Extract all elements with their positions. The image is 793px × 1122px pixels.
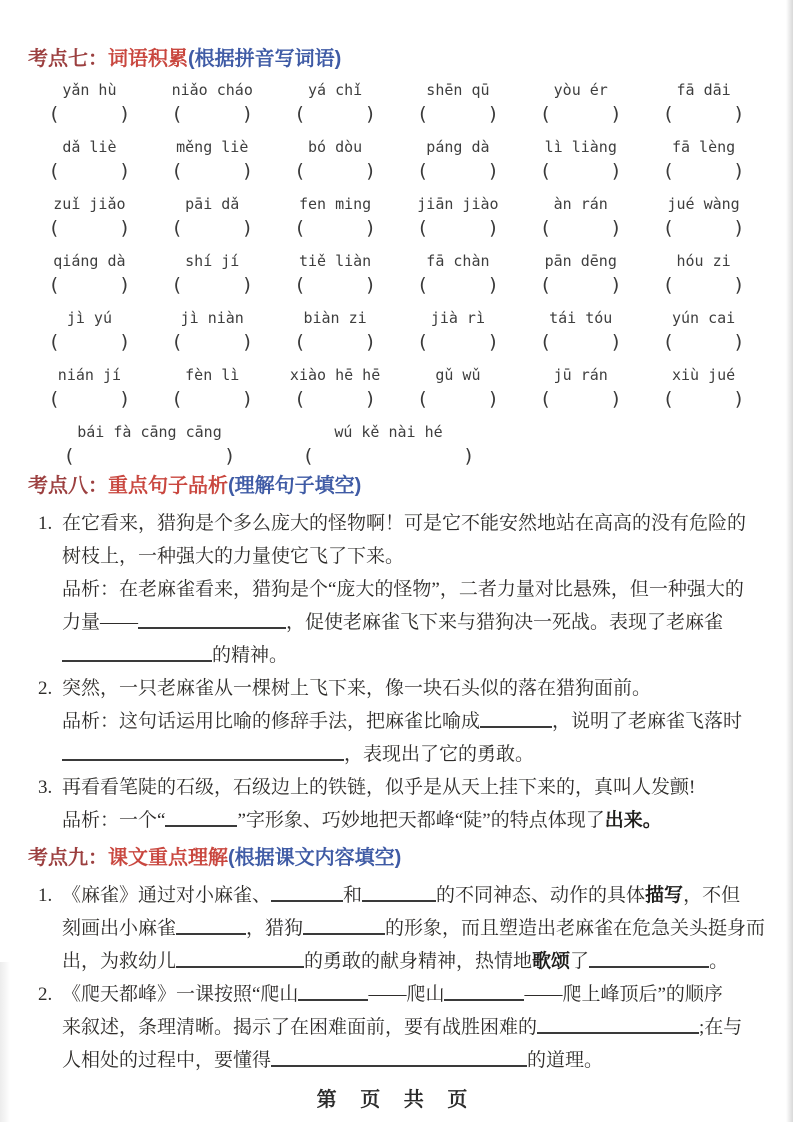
- open-paren: (: [662, 103, 675, 125]
- question-item-8-2: [28, 672, 765, 771]
- open-paren: (: [171, 217, 183, 239]
- pinyin-row-wide: [28, 422, 765, 467]
- answer-blank: [537, 1018, 699, 1034]
- pinyin-item: [397, 194, 520, 239]
- close-paren: ): [733, 331, 745, 353]
- item-number: 1.: [38, 885, 53, 906]
- answer-blank: [138, 613, 286, 629]
- text-segment: 树枝上，一种强大的力量使它飞了下来。: [62, 546, 405, 567]
- pinyin-item: [274, 194, 397, 239]
- pinyin-item: [28, 194, 151, 239]
- open-paren: (: [539, 274, 552, 296]
- answer-brackets: [48, 388, 130, 410]
- close-paren: ): [241, 217, 254, 239]
- section-8-prefix: 考点八：: [28, 475, 108, 497]
- pinyin-text: měng liè: [176, 138, 249, 156]
- pinyin-text: tiě liàn: [298, 252, 372, 270]
- open-paren: (: [294, 217, 306, 239]
- pinyin-item: [151, 251, 274, 296]
- pinyin-text: fen ming: [298, 195, 372, 213]
- analysis-line: [62, 705, 765, 738]
- pinyin-text: tái tóu: [549, 309, 613, 327]
- section-9-subtitle: (根据课文内容填空): [228, 847, 402, 869]
- analysis-line: [62, 639, 765, 672]
- open-paren: (: [539, 331, 552, 353]
- text-segment: 的道理。: [527, 1050, 604, 1071]
- open-paren: (: [294, 388, 306, 410]
- answer-blank: [271, 886, 343, 902]
- pinyin-item: [397, 80, 520, 125]
- pinyin-text: jiān jiào: [417, 195, 499, 213]
- item-number: 1.: [38, 513, 53, 534]
- item-number: 2.: [38, 678, 53, 699]
- pinyin-item: [28, 251, 151, 296]
- close-paren: ): [364, 331, 377, 353]
- close-paren: ): [487, 274, 499, 296]
- text-segment: 。: [709, 951, 729, 972]
- question-item-9-2: [28, 978, 765, 1077]
- text-segment: ，猎狗: [246, 918, 304, 939]
- answer-brackets: [64, 445, 236, 467]
- text-segment: ;在与: [699, 1017, 743, 1038]
- sentence-line: [62, 771, 765, 804]
- analysis-line: [62, 573, 765, 606]
- text-segment: 出来。: [604, 810, 662, 831]
- close-paren: ): [241, 331, 254, 353]
- pinyin-item: [642, 251, 765, 296]
- pinyin-item: [519, 251, 642, 296]
- analysis-line: [62, 738, 765, 771]
- text-segment: ，不但: [683, 885, 741, 906]
- pinyin-text: shēn qū: [426, 81, 490, 99]
- close-paren: ): [487, 160, 499, 182]
- pinyin-item: [397, 251, 520, 296]
- open-paren: (: [48, 217, 60, 239]
- close-paren: ): [733, 274, 745, 296]
- answer-brackets: [171, 274, 253, 296]
- answer-brackets: [171, 103, 253, 125]
- close-paren: ): [118, 331, 131, 353]
- pinyin-text: àn rán: [553, 195, 608, 213]
- text-segment: 突然，一只老麻雀从一棵树上飞下来，像一块石头似的落在猎狗面前。: [62, 678, 652, 699]
- answer-blank: [165, 811, 237, 827]
- pinyin-item: [274, 251, 397, 296]
- close-paren: ): [610, 217, 622, 239]
- answer-blank: [480, 712, 552, 728]
- answer-brackets: [48, 331, 130, 353]
- pinyin-row: [28, 251, 765, 296]
- close-paren: ): [610, 331, 622, 353]
- pinyin-text: gǔ wǔ: [435, 366, 481, 384]
- close-paren: ): [118, 388, 131, 410]
- pinyin-text: niǎo cháo: [171, 81, 253, 99]
- item-number: 3.: [38, 777, 53, 798]
- open-paren: (: [539, 160, 552, 182]
- pinyin-text: shí jí: [185, 252, 240, 270]
- answer-brackets: [540, 274, 622, 296]
- pinyin-item: [28, 80, 151, 125]
- open-paren: (: [294, 103, 306, 125]
- close-paren: ): [241, 388, 254, 410]
- pinyin-text: yún cai: [671, 309, 736, 327]
- open-paren: (: [662, 217, 675, 239]
- answer-brackets: [417, 274, 499, 296]
- open-paren: (: [662, 331, 675, 353]
- pinyin-item: [642, 137, 765, 182]
- pinyin-text: biàn zi: [303, 309, 367, 327]
- answer-brackets: [48, 217, 130, 239]
- pinyin-text: yòu ér: [553, 81, 608, 99]
- sentence-line: [62, 945, 765, 978]
- answer-brackets: [663, 103, 745, 125]
- text-segment: 品析：在老麻雀看来，猎狗是个“庞大的怪物”，二者力量对比悬殊，但一种强大的: [62, 579, 744, 600]
- text-segment: 的不同神态、动作的具体: [436, 885, 646, 906]
- pinyin-item: [642, 80, 765, 125]
- pinyin-text: nián jí: [57, 366, 122, 384]
- text-segment: 再看看笔陡的石级，石级边上的铁链，似乎是从天上挂下来的，真叫人发颤!: [62, 777, 696, 798]
- pinyin-text: fèn lì: [185, 366, 240, 384]
- open-paren: (: [539, 103, 552, 125]
- pinyin-item: [397, 308, 520, 353]
- open-paren: (: [63, 445, 75, 467]
- pinyin-item: [151, 80, 274, 125]
- answer-brackets: [417, 331, 499, 353]
- text-segment: 在它看来，猎狗是个多么庞大的怪物啊！可是它不能安然地站在高高的没有危险的: [62, 513, 747, 534]
- pinyin-row: [28, 365, 765, 410]
- answer-brackets: [48, 103, 130, 125]
- pinyin-item: [519, 194, 642, 239]
- pinyin-text: qiáng dà: [53, 252, 126, 270]
- sentence-line: [62, 672, 765, 705]
- close-paren: ): [487, 217, 499, 239]
- pinyin-item: [642, 308, 765, 353]
- pinyin-row: [28, 194, 765, 239]
- text-segment: ，说明了老麻雀飞落时: [552, 711, 743, 732]
- page-footer: 第 页 共 页: [316, 1089, 477, 1111]
- pinyin-row: [28, 137, 765, 182]
- section-7-header: [28, 46, 765, 72]
- close-paren: ): [118, 217, 131, 239]
- pinyin-text: jì niàn: [180, 309, 244, 327]
- answer-brackets: [540, 388, 622, 410]
- answer-brackets: [540, 217, 622, 239]
- close-paren: ): [364, 388, 377, 410]
- close-paren: ): [610, 388, 622, 410]
- sentence-line: [62, 912, 765, 945]
- section-7-title: 词语积累: [108, 48, 188, 70]
- pinyin-text: fā chàn: [426, 252, 490, 270]
- section-7-subtitle: (根据拼音写词语): [188, 48, 342, 70]
- answer-blank: [176, 919, 246, 935]
- close-paren: ): [463, 445, 475, 467]
- section-8-title: 重点句子品析: [108, 475, 228, 497]
- sentence-line: [62, 1011, 765, 1044]
- answer-brackets: [663, 274, 745, 296]
- section-7-prefix: 考点七：: [28, 48, 108, 70]
- open-paren: (: [171, 274, 183, 296]
- answer-brackets: [663, 160, 745, 182]
- pinyin-item: [274, 365, 397, 410]
- open-paren: (: [662, 160, 675, 182]
- pinyin-item: [52, 422, 247, 467]
- pinyin-text: pāi dǎ: [185, 195, 240, 213]
- answer-blank: [176, 952, 304, 968]
- close-paren: ): [364, 160, 377, 182]
- analysis-line: [62, 804, 765, 837]
- answer-brackets: [540, 331, 622, 353]
- answer-brackets: [663, 217, 745, 239]
- close-paren: ): [733, 160, 745, 182]
- open-paren: (: [48, 274, 60, 296]
- pinyin-text: yǎn hù: [62, 81, 117, 99]
- close-paren: ): [118, 274, 131, 296]
- open-paren: (: [48, 331, 60, 353]
- answer-blank: [298, 985, 368, 1001]
- text-segment: 品析：一个“: [62, 810, 166, 831]
- pinyin-text: jì yú: [66, 309, 112, 327]
- close-paren: ): [241, 160, 254, 182]
- text-segment: 来叙述，条理清晰。揭示了在困难面前，要有战胜困难的: [62, 1017, 538, 1038]
- pinyin-text: wú kě nài hé: [334, 423, 443, 441]
- pinyin-item: [28, 365, 151, 410]
- answer-brackets: [663, 331, 745, 353]
- pinyin-item: [28, 308, 151, 353]
- text-segment: 的形象，而且塑造出老麻雀在危急关头挺身而: [385, 918, 766, 939]
- text-segment: 歌颂: [532, 951, 571, 972]
- pinyin-item: [274, 308, 397, 353]
- close-paren: ): [733, 103, 745, 125]
- sentence-line: [62, 540, 765, 573]
- section-8: [28, 473, 765, 837]
- pinyin-item: [397, 365, 520, 410]
- question-item-9-1: [28, 879, 765, 978]
- pinyin-row: [28, 80, 765, 125]
- answer-blank: [62, 646, 212, 662]
- answer-brackets: [540, 103, 622, 125]
- pinyin-text: yá chǐ: [307, 81, 363, 99]
- answer-blank: [362, 886, 436, 902]
- open-paren: (: [171, 103, 183, 125]
- pinyin-item: [28, 137, 151, 182]
- open-paren: (: [416, 103, 429, 125]
- pinyin-grid: [28, 80, 765, 467]
- pinyin-text: xiù jué: [671, 366, 736, 384]
- open-paren: (: [416, 274, 429, 296]
- open-paren: (: [416, 388, 429, 410]
- answer-blank: [444, 985, 524, 1001]
- pinyin-item: [151, 137, 274, 182]
- pinyin-text: hóu zi: [676, 252, 731, 270]
- text-segment: 和: [343, 885, 363, 906]
- analysis-line: [62, 606, 765, 639]
- answer-brackets: [294, 103, 376, 125]
- pinyin-item: [397, 137, 520, 182]
- pinyin-text: fā dāi: [676, 81, 731, 99]
- text-segment: 品析：这句话运用比喻的修辞手法，把麻雀比喻成: [62, 711, 481, 732]
- close-paren: ): [364, 274, 377, 296]
- answer-brackets: [663, 388, 745, 410]
- open-paren: (: [416, 217, 429, 239]
- text-segment: ——爬上峰顶后”的顺序: [524, 984, 723, 1005]
- text-segment: ，表现出了它的勇敢。: [344, 744, 535, 765]
- pinyin-text: páng dà: [426, 138, 490, 156]
- answer-blank: [589, 952, 709, 968]
- answer-brackets: [540, 160, 622, 182]
- answer-brackets: [417, 103, 499, 125]
- question-item-8-3: [28, 771, 765, 837]
- close-paren: ): [241, 274, 254, 296]
- text-segment: 描写: [645, 885, 684, 906]
- open-paren: (: [416, 160, 429, 182]
- text-segment: 《爬天都峰》一课按照“爬山: [62, 984, 299, 1005]
- sentence-line: [62, 1044, 765, 1077]
- close-paren: ): [118, 103, 131, 125]
- close-paren: ): [118, 160, 131, 182]
- open-paren: (: [294, 274, 306, 296]
- pinyin-text: fā lèng: [671, 138, 736, 156]
- sentence-line: [62, 879, 765, 912]
- close-paren: ): [224, 445, 236, 467]
- answer-brackets: [294, 160, 376, 182]
- scan-corner-shadow: [0, 962, 10, 1122]
- pinyin-item: [274, 80, 397, 125]
- close-paren: ): [487, 388, 499, 410]
- answer-brackets: [171, 388, 253, 410]
- scan-edge-shadow: [786, 0, 793, 1122]
- text-segment: 了: [570, 951, 590, 972]
- answer-brackets: [417, 160, 499, 182]
- section-7: [28, 46, 765, 467]
- close-paren: ): [733, 217, 745, 239]
- answer-brackets: [294, 331, 376, 353]
- question-item-8-1: [28, 507, 765, 672]
- answer-brackets: [171, 160, 253, 182]
- close-paren: ): [241, 103, 254, 125]
- open-paren: (: [48, 388, 60, 410]
- pinyin-text: bó dòu: [307, 138, 363, 156]
- pinyin-text: xiào hē hē: [289, 366, 381, 384]
- answer-brackets: [294, 217, 376, 239]
- pinyin-item: [151, 365, 274, 410]
- text-segment: 力量——: [62, 612, 139, 633]
- pinyin-text: pān dēng: [544, 252, 617, 270]
- sentence-line: [62, 978, 765, 1011]
- open-paren: (: [302, 445, 314, 467]
- open-paren: (: [416, 331, 429, 353]
- pinyin-text: jué wàng: [667, 195, 740, 213]
- answer-brackets: [171, 331, 253, 353]
- pinyin-item: [151, 308, 274, 353]
- pinyin-item: [642, 194, 765, 239]
- section-9-prefix: 考点九：: [28, 847, 108, 869]
- answer-brackets: [171, 217, 253, 239]
- text-segment: 的精神。: [212, 645, 289, 666]
- pinyin-text: jū rán: [553, 366, 608, 384]
- close-paren: ): [610, 160, 622, 182]
- open-paren: (: [171, 331, 183, 353]
- answer-brackets: [303, 445, 475, 467]
- text-segment: 人相处的过程中，要懂得: [62, 1050, 272, 1071]
- pinyin-item: [519, 80, 642, 125]
- pinyin-item: [274, 137, 397, 182]
- answer-brackets: [417, 388, 499, 410]
- text-segment: ——爬山: [368, 984, 445, 1005]
- open-paren: (: [171, 160, 183, 182]
- answer-brackets: [417, 217, 499, 239]
- text-segment: ”字形象、巧妙地把天都峰“陡”的特点体现了: [237, 810, 605, 831]
- close-paren: ): [364, 103, 377, 125]
- answer-blank: [303, 919, 385, 935]
- text-segment: 的勇敢的献身精神，热情地: [304, 951, 533, 972]
- section-8-header: [28, 473, 765, 499]
- text-segment: ，促使老麻雀飞下来与猎狗决一死战。表现了老麻雀: [286, 612, 724, 633]
- answer-brackets: [294, 388, 376, 410]
- open-paren: (: [294, 160, 306, 182]
- pinyin-text: bái fà cāng cāng: [77, 423, 222, 441]
- answer-blank: [271, 1051, 527, 1067]
- answer-blank: [62, 745, 344, 761]
- pinyin-text: jià rì: [430, 309, 485, 327]
- item-number: 2.: [38, 984, 53, 1005]
- close-paren: ): [610, 103, 622, 125]
- pinyin-text: lì liàng: [544, 138, 617, 156]
- text-segment: 《麻雀》通过对小麻雀、: [62, 885, 272, 906]
- section-9: [28, 845, 765, 1077]
- open-paren: (: [171, 388, 183, 410]
- open-paren: (: [48, 160, 60, 182]
- pinyin-item: [291, 422, 486, 467]
- pinyin-item: [151, 194, 274, 239]
- pinyin-item: [519, 308, 642, 353]
- pinyin-text: dǎ liè: [62, 138, 117, 156]
- sentence-line: [62, 507, 765, 540]
- close-paren: ): [364, 217, 377, 239]
- pinyin-item: [642, 365, 765, 410]
- answer-brackets: [48, 274, 130, 296]
- pinyin-item: [519, 365, 642, 410]
- open-paren: (: [48, 103, 60, 125]
- open-paren: (: [662, 388, 675, 410]
- open-paren: (: [539, 217, 552, 239]
- open-paren: (: [539, 388, 552, 410]
- close-paren: ): [610, 274, 622, 296]
- text-segment: 刻画出小麻雀: [62, 918, 177, 939]
- open-paren: (: [294, 331, 306, 353]
- close-paren: ): [733, 388, 745, 410]
- section-9-header: [28, 845, 765, 871]
- section-9-title: 课文重点理解: [108, 847, 228, 869]
- text-segment: 出，为救幼儿: [62, 951, 177, 972]
- pinyin-row: [28, 308, 765, 353]
- pinyin-item: [519, 137, 642, 182]
- close-paren: ): [487, 331, 499, 353]
- pinyin-text: zuǐ jiǎo: [53, 195, 126, 213]
- answer-brackets: [294, 274, 376, 296]
- open-paren: (: [662, 274, 675, 296]
- section-8-subtitle: (理解句子填空): [228, 475, 362, 497]
- answer-brackets: [48, 160, 130, 182]
- close-paren: ): [487, 103, 499, 125]
